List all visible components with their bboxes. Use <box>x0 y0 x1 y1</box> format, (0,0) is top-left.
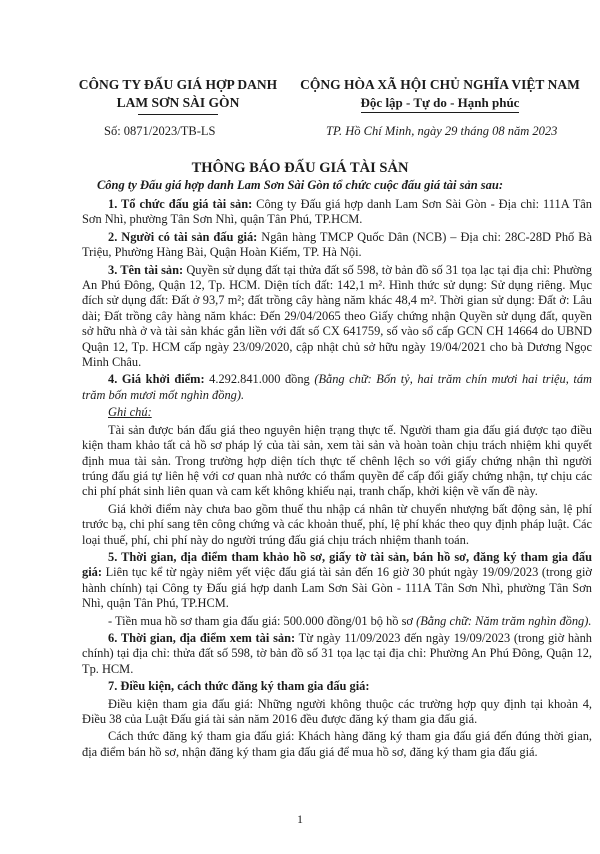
note-label: Ghi chú: <box>108 405 152 420</box>
document-body <box>82 197 592 762</box>
section-5 <box>82 550 592 612</box>
section-4 <box>82 372 592 403</box>
section-3-text: Quyền sử dụng đất tại thửa đất số 598, tờ bản đồ số 31 tọa lạc tại địa chỉ: Phường An Phú Đông, Quận 12, Tp. HCM. Diện tích đất: 142,1 m². Hình thức sử dụng: Sử dụng riêng. Mục đích sử dụng đất: Đất ở 93,7 m²; đất trồng cây hàng năm khác 48,4 m². Thời gian sử dụng: Đất ở: Lâu dài; Đất trồng cây hàng năm khác: Đến 29/04/2065 theo Giấy chứng nhận Quyền sử dụng đất, quyền sở hữu nhà ở và tài sản khác gắn liền với đất số CX 641759, số vào sổ cấp GCN CH 14664 do UBND Quận 12, Tp. HCM cấp ngày 23/09/2020, cập nhật chủ sở hữu ngày 19/04/2021 cho bà Dương Ngọc Minh Châu. <box>82 262 592 370</box>
section-7-paragraph-2: Cách thức đăng ký tham gia đấu giá: Khách hàng đăng ký tham gia đấu giá đến đúng thời gian, địa điểm bán hồ sơ, nhận đăng ký tham gia đấu giá để mua hồ sơ, đăng ký tham gia đấu giá. <box>82 729 592 759</box>
page-number: 1 <box>297 812 303 826</box>
section-3-label: 3. Tên tài sản: <box>108 262 184 277</box>
nation-title: CỘNG HÒA XÃ HỘI CHỦ NGHĨA VIỆT NAM <box>300 77 580 92</box>
section-1-label: 1. Tổ chức đấu giá tài sản: <box>108 197 253 211</box>
section-1-text: Công ty Đấu giá hợp danh Lam Sơn Sài Gòn - Địa chỉ: 111A Tân Sơn Nhì, phường Tân Sơn Nhì, quận Tân Phú, TP.HCM. <box>82 197 592 227</box>
reference-number: Số: 0871/2023/TB-LS <box>104 124 216 138</box>
section-4-words: (Bằng chữ: Bốn tỷ, hai trăm chín mươi hai triệu, tám trăm bốn mươi mốt nghìn đồng). <box>82 372 592 402</box>
section-1 <box>82 197 592 228</box>
section-5-text: Liên tục kể từ ngày niêm yết việc đấu giá tài sản đến 16 giờ 30 phút ngày 19/09/2023 (trong giờ hành chính) tại Công ty Đấu giá hợp danh Lam Sơn Sài Gòn - 111A Tân Sơn Nhì, phường Tân Sơn Nhì, quận Tân Phú, TP.HCM. <box>82 565 592 611</box>
section-4-label: 4. Giá khởi điểm: <box>108 372 205 387</box>
note-heading <box>82 405 592 420</box>
nation-motto: Độc lập - Tự do - Hạnh phúc <box>361 94 520 113</box>
section-6-text: Từ ngày 11/09/2023 đến ngày 19/09/2023 (trong giờ hành chính) tại địa chỉ: thửa đất số 598, tờ bản đồ số 31 tọa lạc tại địa chỉ: Phường An Phú Đông, Quận 12, Tp. HCM. <box>82 630 592 676</box>
org-name-line1: CÔNG TY ĐẤU GIÁ HỢP DANH <box>78 77 278 92</box>
organization-header <box>78 76 278 115</box>
national-header <box>300 76 580 113</box>
section-5-fee-words: (Bằng chữ: Năm trăm nghìn đồng). <box>416 613 592 628</box>
document-title: THÔNG BÁO ĐẤU GIÁ TÀI SẢN <box>191 160 409 176</box>
note-paragraph-2: Giá khởi điểm này chưa bao gồm thuế thu nhập cá nhân từ chuyển nhượng bất động sản, lệ phí trước bạ, chi phí sang tên công chứng và các khoản thuế, phí, lệ phí khác theo quy định pháp luật. Các loại thuế, phí, chi phí này do người trúng đấu giá chịu trách nhiệm thanh toán. <box>82 501 592 547</box>
section-7-label: 7. Điều kiện, cách thức đăng ký tham gia đấu giá: <box>108 679 370 694</box>
section-6-label: 6. Thời gian, địa điểm xem tài sản: <box>108 630 296 645</box>
org-underline <box>138 114 218 115</box>
section-6 <box>82 631 592 677</box>
note-paragraph-1: Tài sản được bán đấu giá theo nguyên hiện trạng thực tế. Người tham gia đấu giá được tạo điều kiện tham khảo tất cả hồ sơ pháp lý của tài sản, xem tài sản và hoàn toàn chịu trách nhiệm khi quyết định mua tài sản. Trong trường hợp diện tích thực tế chênh lệch so với giấy chứng nhận thì người trúng đấu giá tự liên hệ với cơ quan nhà nước có thẩm quyền để cấp đổi giấy chứng nhận, tự chịu các chi phí phát sinh liên quan và cam kết không khiếu nại, tranh chấp, khởi kiện về vấn đề này. <box>82 422 592 499</box>
section-7 <box>82 679 592 694</box>
section-7-paragraph-1: Điều kiện tham gia đấu giá: Những người không thuộc các trường hợp quy định tại khoản 4, Điều 38 của Luật Đấu giá tài sản năm 2016 đều được đăng ký tham gia đấu giá. <box>82 696 592 726</box>
section-5-fee <box>82 614 592 629</box>
section-5-label: 5. Thời gian, địa điểm tham khảo hồ sơ, giấy tờ tài sản, bán hồ sơ, đăng ký tham gia đấu giá: <box>82 549 592 580</box>
document-subtitle: Công ty Đấu giá hợp danh Lam Sơn Sài Gòn tổ chức cuộc đấu giá tài sản sau: <box>96 178 504 192</box>
section-5-fee-text: - Tiền mua hồ sơ tham gia đấu giá: 500.000 đồng/01 bộ hồ sơ <box>108 613 417 628</box>
section-2 <box>82 230 592 261</box>
date-line: TP. Hồ Chí Minh, ngày 29 tháng 08 năm 2023 <box>326 124 558 138</box>
org-name-line2: LAM SƠN SÀI GÒN <box>116 95 240 110</box>
section-4-text: 4.292.841.000 đồng <box>204 372 315 387</box>
section-2-text: Ngân hàng TMCP Quốc Dân (NCB) – Địa chỉ: 28C-28D Phố Bà Triệu, Phường Hàng Bài, Quận Hoàn Kiếm, TP. Hà Nội. <box>82 229 592 260</box>
section-2-label: 2. Người có tài sản đấu giá: <box>108 229 258 244</box>
section-3 <box>82 263 592 371</box>
